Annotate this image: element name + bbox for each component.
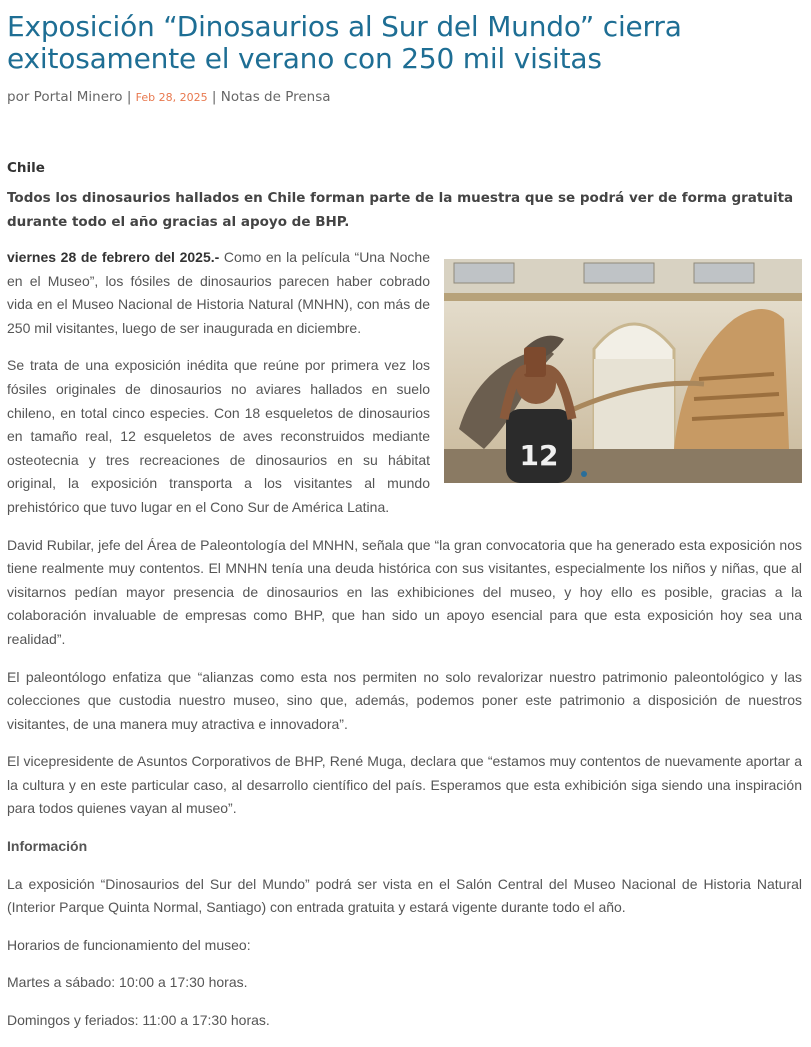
article-kicker: Chile <box>7 160 45 176</box>
museum-photo-illustration <box>444 259 802 483</box>
meta-separator: | <box>207 89 221 105</box>
paragraph-1-text: Como en la película “Una Noche en el Museo”, los fósiles de dinosaurios parecen haber cobrado vida en el Museo Nacional de Historia Natural (MNHN), con más de 250 mil visitantes, luego de ser inaugurada en diciembre. <box>7 249 430 336</box>
paragraph-4: El paleontólogo enfatiza que “alianzas como esta nos permiten no solo revalorizar nuestro patrimonio paleontológico y las colecciones que custodia nuestro museo, sino que, además, podemos poner este patrimonio a disposición de nuestros visitantes, de una manera muy atractiva e innovadora”. <box>7 668 802 732</box>
author-link[interactable]: Portal Minero <box>33 89 123 105</box>
article-lede: Todos los dinosaurios hallados en Chile forman parte de la muestra que se podrá ver de forma gratuita durante todo el año gracias al apoyo de BHP. <box>7 190 794 230</box>
info-paragraph: La exposición “Dinosaurios del Sur del Mundo” podrá ser vista en el Salón Central del Museo Nacional de Historia Natural (Interior Parque Quinta Normal, Santiago) con entrada gratuita y estará vigente durante todo el año. <box>7 875 802 916</box>
hours-title: Horarios de funcionamiento del museo: <box>7 936 251 953</box>
paragraph-5: El vicepresidente de Asuntos Corporativos de BHP, René Muga, declara que “estamos muy contentos de nuevamente aportar a la cultura y en este particular caso, al desarrollo científico del país. Esperamos que esta exhibición siga siendo una inspiración para todos quienes vayan al museo”. <box>7 753 802 817</box>
hours-holidays: Domingos y feriados: 11:00 a 17:30 horas. <box>7 1012 270 1029</box>
by-prefix: por <box>7 89 34 105</box>
museum-photo[interactable] <box>444 259 802 483</box>
hours-weekdays: Martes a sábado: 10:00 a 17:30 horas. <box>7 974 248 991</box>
info-heading: Información <box>7 838 88 855</box>
paragraph-2: Se trata de una exposición inédita que reúne por primera vez los fósiles originales de dinosaurios no aviares hallados en suelo chileno, en total cinco especies. Con 18 esqueletos de dinosaurios en tamaño real, 12 esqueletos de aves reconstruidos mediante osteotecnia y tres recreaciones de dinosaurios en su hábitat original, la exposición transporta a los visitantes al mundo prehistórico que tuvo lugar en el Cono Sur de América Latina. <box>7 357 430 515</box>
article-body <box>7 246 802 1033</box>
dateline: viernes 28 de febrero del 2025.- <box>7 249 220 265</box>
article <box>7 0 802 1047</box>
publish-date: Feb 28, 2025 <box>135 91 208 104</box>
article-meta <box>7 87 802 108</box>
meta-separator: | <box>122 89 136 105</box>
article-title: Exposición “Dinosaurios al Sur del Mundo” cierra exitosamente el verano con 250 mil visitas <box>7 10 682 75</box>
jersey-number: 12 <box>519 439 559 472</box>
category-link[interactable]: Notas de Prensa <box>220 89 331 105</box>
paragraph-3: David Rubilar, jefe del Área de Paleontología del MNHN, señala que “la gran convocatoria que ha generado esta exposición nos tiene realmente muy contentos. El MNHN tenía una deuda histórica con sus visitantes, especialmente los niños y niñas, que al visitarnos pedían mayor presencia de dinosaurios en las exhibiciones del museo, y hoy ello es posible, gracias a la colaboración invaluable de empresas como BHP, que han sido un apoyo esencial para que esta exposición hoy sea una realidad”. <box>7 536 802 647</box>
